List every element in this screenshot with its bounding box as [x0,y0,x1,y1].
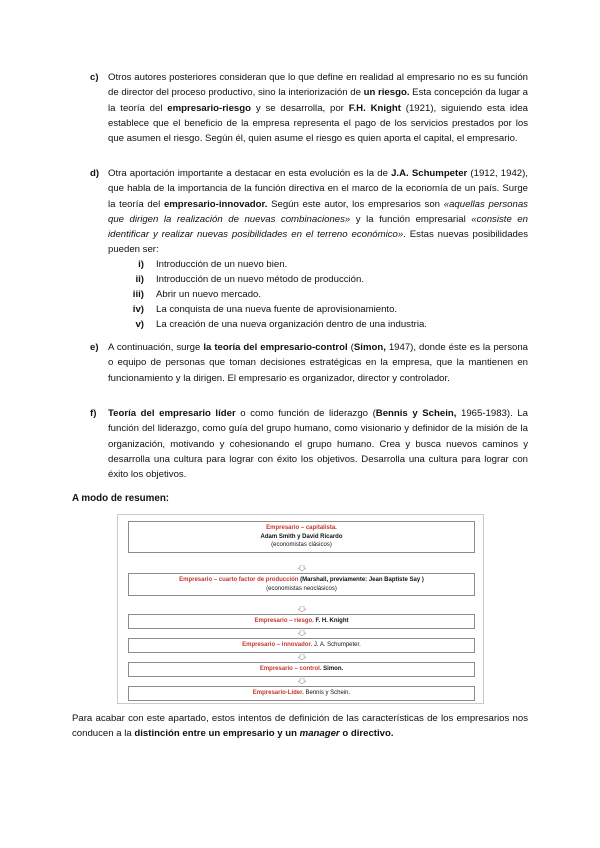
item-e-paragraph [108,340,528,386]
box-title: Empresario – capitalista. [266,525,337,531]
diagram-box-cuarto-factor [128,573,475,596]
text-run: un riesgo. [363,87,410,99]
subitem [108,272,364,287]
text-run: . Estas nuevas posibilidades pueden ser: [108,229,528,256]
text-run: 1965-1983). La función del liderazgo, como guía del grupo humano, como visionario y definidor de la misión de la organización, motivando y cohesionando el grupo humano. Crea y busca nuevos caminos y desarrolla una cultura para lograr con éxito los objetivos. Desarrolla una cultura para lograr con éxito los objetivos. [108,408,528,481]
text-run: (1921), siguiendo esta idea establece que el beneficio de la empresa representa el pago de los servicios prestados por los que asumen el riesgo. Según él, quien asume el riesgo es quien aporta el capital, el empresario. [108,102,528,145]
subitem-number: iii) [132,289,144,300]
closing-paragraph [72,711,528,742]
text-run: empresario-riesgo [167,102,251,114]
box-title: Empresario-Líder. [252,690,304,696]
subitem-text: Introducción de un nuevo bien. [156,259,288,270]
item-c-paragraph [108,70,528,146]
arrow-down-icon [298,565,306,571]
box-note: (economistas neoclásicos) [266,585,337,592]
text-run: la teoría del empresario-control [203,342,348,353]
box-authors: J. A. Schumpeter. [312,642,361,648]
subitem-number: v) [135,319,144,330]
subitem-text: La creación de una nueva organización dentro de una industria. [156,319,427,330]
subitem [108,257,287,272]
text-run: (1912, 1942), que habla de la importancia de la función directiva en el marco de la economía de un país. Surge la teoría del [108,168,528,210]
item-c-marker: c) [90,72,99,83]
arrow-down-icon [298,654,306,660]
text-run: Teoría del empresario líder [108,408,236,419]
item-e-marker: e) [90,342,99,353]
subitem-text: Introducción de un nuevo método de producción. [156,274,365,285]
box-authors: F. H. Knight [313,618,349,624]
closing-bold: distinción entre un empresario y un [134,728,300,740]
box-title: Empresario – cuarto factor de producción [179,577,299,583]
subitem-number: i) [138,259,144,270]
diagram-box-innovador [128,638,475,653]
text-run: «consiste en identificar y realizar nuevas posibilidades en el terreno económico» [108,213,528,241]
item-f-paragraph [108,406,528,482]
text-run: Simon, [353,342,386,353]
box-title: Empresario – riesgo. [254,618,314,624]
subitem [108,287,261,302]
text-run: o como función de liderazgo ( [235,408,376,419]
summary-heading: A modo de resumen: [72,493,170,504]
box-note: (economistas clásicos) [271,542,332,549]
subitem-number: ii) [135,274,144,285]
text-run: J.A. Schumpeter [391,168,468,179]
closing-bold-italic: manager [299,728,340,740]
box-authors: (Marshall, previamente: Jean Baptiste Say ) [298,577,424,583]
subitem-number: iv) [132,304,144,315]
text-run: empresario-innovador. [163,198,268,210]
item-f-marker: f) [90,408,97,419]
arrow-down-icon [298,606,306,612]
closing-text: Para acabar con este apartado, estos intentos de definición de las características de los empresarios nos conducen a la [72,713,528,740]
closing-bold-end: o directivo. [339,728,394,740]
text-run: ( [347,342,354,353]
text-run: «aquellas personas que dirigen la realización de nuevas combinaciones» [108,198,528,225]
text-run: y se desarrolla, por [251,102,349,114]
text-run: 1947), donde éste es la persona o equipo de personas que toman decisiones estratégicas en la empresa, que la mantienen en funcionamiento y la dirigen. El empresario es organizador, director y controlador. [108,342,528,384]
box-authors: Simon. [321,666,344,672]
subitem [108,317,427,332]
diagram-box-riesgo [128,614,475,629]
subitem [108,302,397,317]
diagram-box-capitalista [128,521,475,553]
item-d-marker: d) [90,168,100,179]
text-run: Otra aportación importante a destacar en esta evolución es la de [108,168,392,179]
text-run: Otros autores posteriores consideran que lo que define en realidad al empresario no es su función de director del proceso productivo, sino la interiorización de [108,72,528,99]
text-run: F.H. Knight [348,102,401,114]
subitem-text: Abrir un nuevo mercado. [156,289,262,300]
text-run: y la función empresarial [350,213,472,225]
text-run: Esta concepción da lugar a la teoría del [108,87,528,114]
diagram-box-lider [128,686,475,701]
box-title: Empresario – control. [259,666,322,672]
summary-diagram [117,514,484,704]
diagram-box-control [128,662,475,677]
box-authors: Bennis y Schein. [303,690,351,696]
text-run: Bennis y Schein, [375,408,457,419]
subitem-text: La conquista de una nueva fuente de aprovisionamiento. [156,304,398,315]
arrow-down-icon [298,630,306,636]
text-run: Según este autor, los empresarios son [267,198,444,210]
arrow-down-icon [298,678,306,684]
box-title: Empresario – innovador. [242,642,313,648]
box-authors: Adam Smith y David Ricardo [260,533,343,540]
item-d-paragraph [108,166,528,258]
text-run: A continuación, surge [108,342,204,353]
